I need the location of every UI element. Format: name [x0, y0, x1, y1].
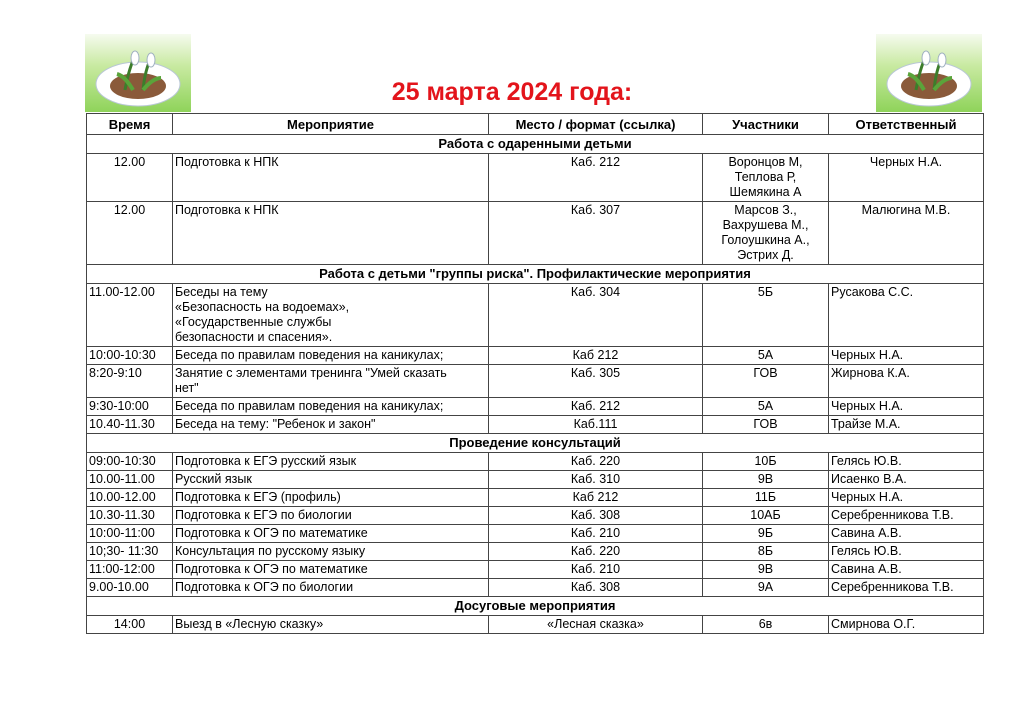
event-cell: Занятие с элементами тренинга "Умей сказать нет": [173, 365, 489, 398]
place-cell: Каб 212: [489, 347, 703, 365]
time-cell: 10.40-11.30: [87, 416, 173, 434]
column-header: Ответственный: [829, 114, 984, 135]
time-cell: 10.30-11.30: [87, 507, 173, 525]
responsible-cell: Савина А.В.: [829, 525, 984, 543]
participants-cell: 9В: [703, 471, 829, 489]
event-cell: Выезд в «Лесную сказку»: [173, 616, 489, 634]
participants-cell: 10Б: [703, 453, 829, 471]
place-cell: Каб. 310: [489, 471, 703, 489]
participants-cell: Воронцов М, Теплова Р, Шемякина А: [703, 154, 829, 202]
time-cell: 10.00-11.00: [87, 471, 173, 489]
participants-cell: ГОВ: [703, 416, 829, 434]
section-row: [87, 597, 984, 616]
time-cell: 10:00-10:30: [87, 347, 173, 365]
column-header: Время: [87, 114, 173, 135]
table-row: [87, 561, 984, 579]
participants-cell: 9А: [703, 579, 829, 597]
place-cell: Каб. 308: [489, 579, 703, 597]
responsible-cell: Черных Н.А.: [829, 154, 984, 202]
event-cell: Русский язык: [173, 471, 489, 489]
place-cell: Каб. 212: [489, 398, 703, 416]
section-title: Работа с одаренными детьми: [87, 135, 984, 154]
responsible-cell: Русакова С.С.: [829, 284, 984, 347]
schedule-table: [86, 113, 984, 634]
responsible-cell: Гелясь Ю.В.: [829, 453, 984, 471]
participants-cell: 9В: [703, 561, 829, 579]
table-row: [87, 543, 984, 561]
table-row: [87, 507, 984, 525]
responsible-cell: Черных Н.А.: [829, 347, 984, 365]
table-row: [87, 416, 984, 434]
table-row: [87, 579, 984, 597]
table-row: [87, 284, 984, 347]
table-header-row: [87, 114, 984, 135]
responsible-cell: Гелясь Ю.В.: [829, 543, 984, 561]
time-cell: 9.00-10.00: [87, 579, 173, 597]
place-cell: «Лесная сказка»: [489, 616, 703, 634]
time-cell: 8:20-9:10: [87, 365, 173, 398]
place-cell: Каб. 304: [489, 284, 703, 347]
event-cell: Подготовка к НПК: [173, 154, 489, 202]
place-cell: Каб. 220: [489, 453, 703, 471]
section-row: [87, 434, 984, 453]
time-cell: 12.00: [87, 154, 173, 202]
time-cell: 11.00-12.00: [87, 284, 173, 347]
participants-cell: ГОВ: [703, 365, 829, 398]
event-cell: Консультация по русскому языку: [173, 543, 489, 561]
participants-cell: 5А: [703, 347, 829, 365]
table-row: [87, 154, 984, 202]
responsible-cell: Савина А.В.: [829, 561, 984, 579]
event-cell: Беседы на тему «Безопасность на водоемах», «Государственные службы безопасности и спасения».: [173, 284, 489, 347]
event-cell: Подготовка к ОГЭ по математике: [173, 525, 489, 543]
table-row: [87, 525, 984, 543]
place-cell: Каб 212: [489, 489, 703, 507]
section-row: [87, 265, 984, 284]
table-row: [87, 398, 984, 416]
place-cell: Каб. 210: [489, 525, 703, 543]
participants-cell: 5Б: [703, 284, 829, 347]
section-title: Проведение консультаций: [87, 434, 984, 453]
place-cell: Каб.111: [489, 416, 703, 434]
participants-cell: 8Б: [703, 543, 829, 561]
event-cell: Беседа на тему: "Ребенок и закон": [173, 416, 489, 434]
table-row: [87, 365, 984, 398]
table-row: [87, 616, 984, 634]
time-cell: 10:00-11:00: [87, 525, 173, 543]
column-header: Мероприятие: [173, 114, 489, 135]
responsible-cell: Исаенко В.А.: [829, 471, 984, 489]
table-row: [87, 471, 984, 489]
responsible-cell: Смирнова О.Г.: [829, 616, 984, 634]
participants-cell: 11Б: [703, 489, 829, 507]
event-cell: Подготовка к НПК: [173, 202, 489, 265]
responsible-cell: Малюгина М.В.: [829, 202, 984, 265]
time-cell: 10.00-12.00: [87, 489, 173, 507]
event-cell: Подготовка к ЕГЭ русский язык: [173, 453, 489, 471]
event-cell: Беседа по правилам поведения на каникулах;: [173, 347, 489, 365]
event-cell: Подготовка к ЕГЭ (профиль): [173, 489, 489, 507]
place-cell: Каб. 212: [489, 154, 703, 202]
place-cell: Каб. 307: [489, 202, 703, 265]
time-cell: 14:00: [87, 616, 173, 634]
event-cell: Беседа по правилам поведения на каникулах;: [173, 398, 489, 416]
time-cell: 09:00-10:30: [87, 453, 173, 471]
table-row: [87, 202, 984, 265]
place-cell: Каб. 210: [489, 561, 703, 579]
responsible-cell: Серебренникова Т.В.: [829, 507, 984, 525]
responsible-cell: Серебренникова Т.В.: [829, 579, 984, 597]
responsible-cell: Жирнова К.А.: [829, 365, 984, 398]
table-row: [87, 453, 984, 471]
place-cell: Каб. 305: [489, 365, 703, 398]
time-cell: 12.00: [87, 202, 173, 265]
page-title: 25 марта 2024 года:: [391, 78, 633, 106]
section-row: [87, 135, 984, 154]
place-cell: Каб. 220: [489, 543, 703, 561]
event-cell: Подготовка к ОГЭ по математике: [173, 561, 489, 579]
event-cell: Подготовка к ЕГЭ по биологии: [173, 507, 489, 525]
time-cell: 9:30-10:00: [87, 398, 173, 416]
participants-cell: 9Б: [703, 525, 829, 543]
participants-cell: 10АБ: [703, 507, 829, 525]
participants-cell: Марсов З., Вахрушева М., Голоушкина А., Эстрих Д.: [703, 202, 829, 265]
participants-cell: 6в: [703, 616, 829, 634]
section-title: Досуговые мероприятия: [87, 597, 984, 616]
time-cell: 11:00-12:00: [87, 561, 173, 579]
column-header: Участники: [703, 114, 829, 135]
column-header: Место / формат (ссылка): [489, 114, 703, 135]
event-cell: Подготовка к ОГЭ по биологии: [173, 579, 489, 597]
table-row: [87, 489, 984, 507]
section-title: Работа с детьми "группы риска". Профилактические мероприятия: [87, 265, 984, 284]
time-cell: 10;30- 11:30: [87, 543, 173, 561]
table-row: [87, 347, 984, 365]
participants-cell: 5А: [703, 398, 829, 416]
responsible-cell: Черных Н.А.: [829, 489, 984, 507]
responsible-cell: Черных Н.А.: [829, 398, 984, 416]
place-cell: Каб. 308: [489, 507, 703, 525]
responsible-cell: Трайзе М.А.: [829, 416, 984, 434]
